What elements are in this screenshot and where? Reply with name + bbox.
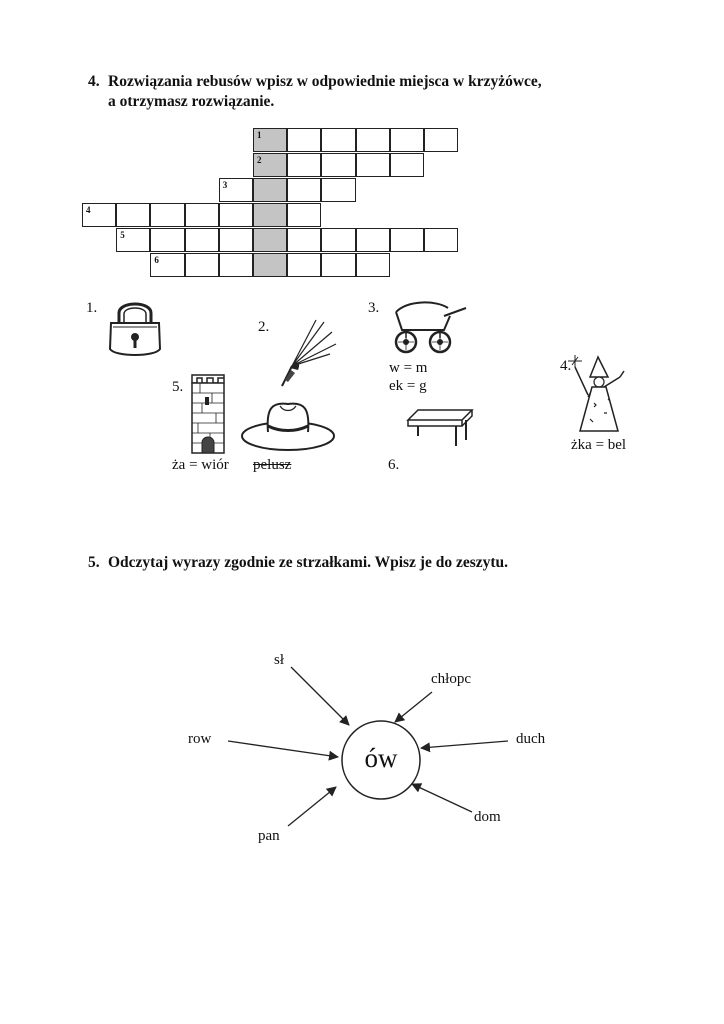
rebus1-number: 1. — [86, 300, 98, 316]
rebus3-hint1: w = m — [389, 360, 428, 376]
word-duch: duch — [516, 731, 546, 747]
task4-line1: Rozwiązania rebusów wpisz w odpowiednie miejsca w krzyżówce, — [108, 73, 542, 90]
word-row: row — [188, 731, 212, 747]
word-dom: dom — [474, 809, 501, 825]
crossword-clue-number: 4 — [86, 205, 91, 215]
task5-number: 5. — [88, 554, 100, 571]
task4-line2: a otrzymasz rozwiązanie. — [108, 93, 275, 110]
arrow-row — [228, 741, 338, 757]
rebus4-number: 4. — [560, 358, 572, 374]
arrow-sl — [291, 667, 349, 725]
rebus3-hint2: ek = g — [389, 378, 427, 394]
arrow-chlopc — [395, 692, 432, 722]
rebus3-number: 3. — [368, 300, 380, 316]
crossword-clue-number: 1 — [257, 130, 262, 140]
word-pan: pan — [258, 828, 280, 844]
rebus5-number: 5. — [172, 379, 184, 395]
crossword-clue-number: 6 — [154, 255, 159, 265]
word-sl: sł — [274, 652, 285, 668]
rebus5-struck-word: pelusz — [253, 457, 292, 473]
word-chlopc: chłopc — [431, 671, 471, 687]
center-suffix: ów — [364, 743, 398, 773]
arrow-pan — [288, 787, 336, 826]
rebus5-hint: ża = wiór — [172, 457, 229, 473]
rebus2-number: 2. — [258, 319, 270, 335]
task4-number: 4. — [88, 73, 100, 90]
rebus4-hint: żka = bel — [571, 437, 627, 453]
arrow-dom — [412, 784, 472, 812]
crossword-clue-number: 2 — [257, 155, 262, 165]
crossword-clue-number: 3 — [222, 180, 228, 190]
arrow-duch — [421, 741, 508, 748]
task5-text: Odczytaj wyrazy zgodnie ze strzałkami. Wpisz je do zeszytu. — [108, 554, 509, 571]
rebus6-number: 6. — [388, 457, 400, 473]
crossword-clue-number: 5 — [120, 230, 125, 240]
